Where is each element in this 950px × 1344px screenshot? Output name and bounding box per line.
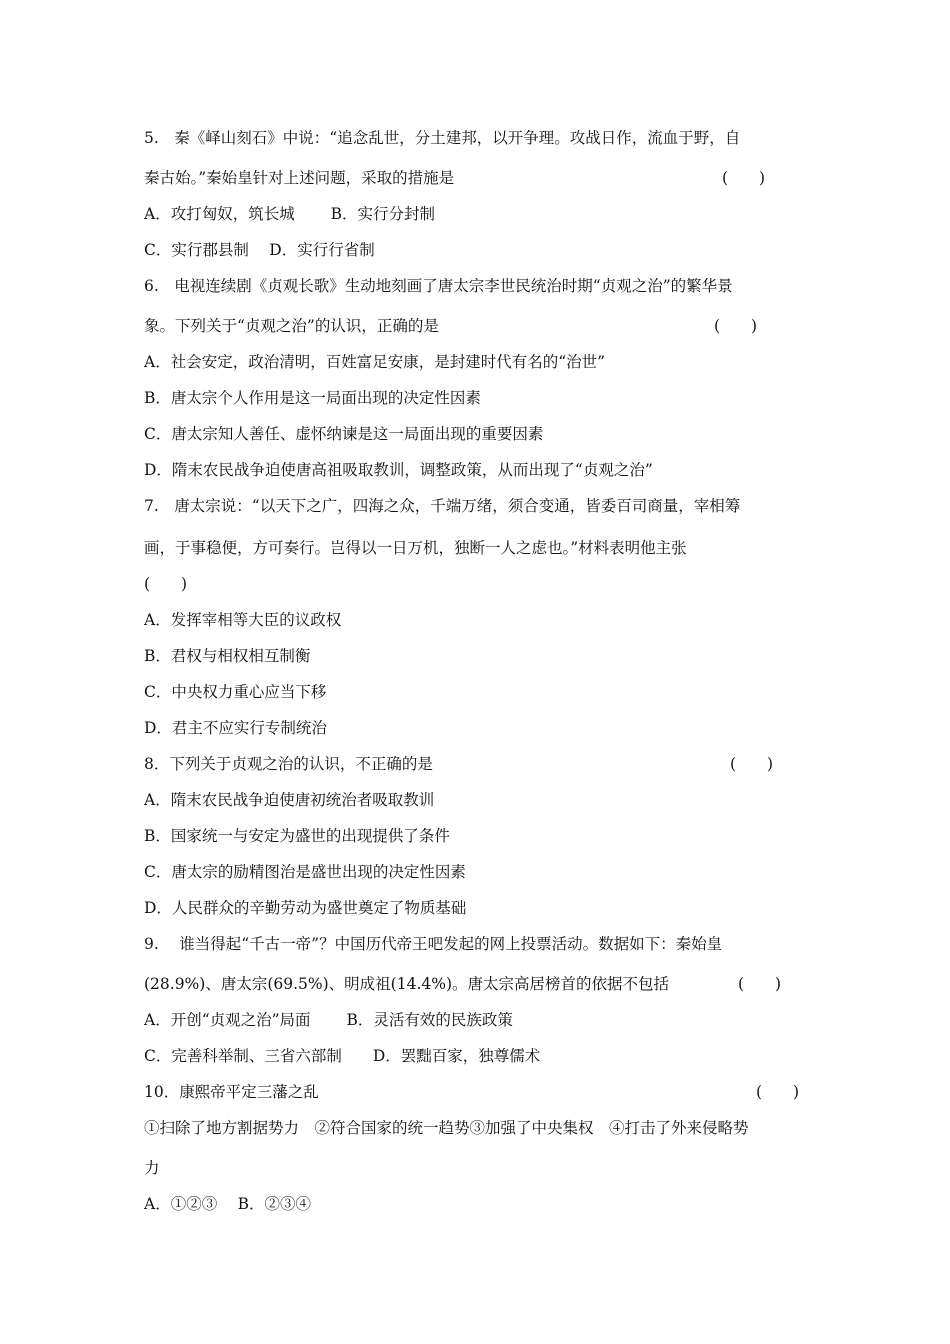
question-9-stem-line-2: (28.9%)、唐太宗(69.5%)、明成祖(14.4%)。唐太宗高居榜首的依据不包括 xyxy=(144,975,670,993)
question-9-stem-line-1: 9. 谁当得起“千古一帝”？中国历代帝王吧发起的网上投票活动。数据如下：秦始皇 xyxy=(144,935,723,953)
question-5-answer-bracket: ( ) xyxy=(722,169,766,187)
question-5-options-cd: C．实行郡县制 D．实行行省制 xyxy=(144,241,375,259)
question-8-stem: 8．下列关于贞观之治的认识，不正确的是 xyxy=(144,755,433,773)
question-7-option-b: B．君权与相权相互制衡 xyxy=(144,647,311,665)
question-10-items-line-1: ①扫除了地方割据势力 ②符合国家的统一趋势③加强了中央集权 ④打击了外来侵略势 xyxy=(144,1119,749,1137)
question-5-stem-line-1: 5. 秦《峄山刻石》中说：“追念乱世，分土建邦，以开争理。攻战日作，流血于野，自 xyxy=(144,129,741,147)
question-7-option-a: A．发挥宰相等大臣的议政权 xyxy=(144,611,342,629)
question-6-option-d: D．隋末农民战争迫使唐高祖吸取教训，调整政策，从而出现了“贞观之治” xyxy=(144,461,653,479)
question-9-options-cd: C．完善科举制、三省六部制 D．罢黜百家，独尊儒术 xyxy=(144,1047,541,1065)
question-6-option-c: C．唐太宗知人善任、虚怀纳谏是这一局面出现的重要因素 xyxy=(144,425,544,443)
question-7-stem-line-1: 7. 唐太宗说：“以天下之广，四海之众，千端万绪，须合变通，皆委百司商量，宰相筹 xyxy=(144,497,741,515)
question-9-answer-bracket: ( ) xyxy=(738,975,782,993)
question-7-option-d: D．君主不应实行专制统治 xyxy=(144,719,327,737)
question-5-options-ab: A．攻打匈奴，筑长城 B．实行分封制 xyxy=(144,205,436,223)
question-10-answer-bracket: ( ) xyxy=(756,1083,800,1101)
question-8-answer-bracket: ( ) xyxy=(730,755,774,773)
question-6-option-b: B．唐太宗个人作用是这一局面出现的决定性因素 xyxy=(144,389,481,407)
question-6-stem-line-2: 象。下列关于“贞观之治”的认识，正确的是 xyxy=(144,317,439,335)
question-6-stem-line-1: 6. 电视连续剧《贞观长歌》生动地刻画了唐太宗李世民统治时期“贞观之治”的繁华景 xyxy=(144,277,733,295)
question-8-option-a: A．隋末农民战争迫使唐初统治者吸取教训 xyxy=(144,791,435,809)
question-10-items-line-2: 力 xyxy=(144,1159,160,1177)
question-10-stem: 10．康熙帝平定三藩之乱 xyxy=(144,1083,319,1101)
question-5-stem-line-2: 秦古始。”秦始皇针对上述问题，采取的措施是 xyxy=(144,169,455,187)
question-7-option-c: C．中央权力重心应当下移 xyxy=(144,683,327,701)
question-8-option-d: D．人民群众的辛勤劳动为盛世奠定了物质基础 xyxy=(144,899,467,917)
question-10-options-ab: A．①②③ B．②③④ xyxy=(144,1195,312,1213)
question-8-option-b: B．国家统一与安定为盛世的出现提供了条件 xyxy=(144,827,450,845)
question-7-answer-bracket: ( ) xyxy=(144,575,188,593)
question-6-answer-bracket: ( ) xyxy=(714,317,758,335)
question-8-option-c: C．唐太宗的励精图治是盛世出现的决定性因素 xyxy=(144,863,466,881)
question-9-options-ab: A．开创“贞观之治”局面 B．灵活有效的民族政策 xyxy=(144,1011,513,1029)
question-6-option-a: A．社会安定，政治清明，百姓富足安康，是封建时代有名的“治世” xyxy=(144,353,606,371)
question-7-stem-line-2: 画，于事稳便，方可奏行。岂得以一日万机，独断一人之虑也。”材料表明他主张 xyxy=(144,539,687,557)
